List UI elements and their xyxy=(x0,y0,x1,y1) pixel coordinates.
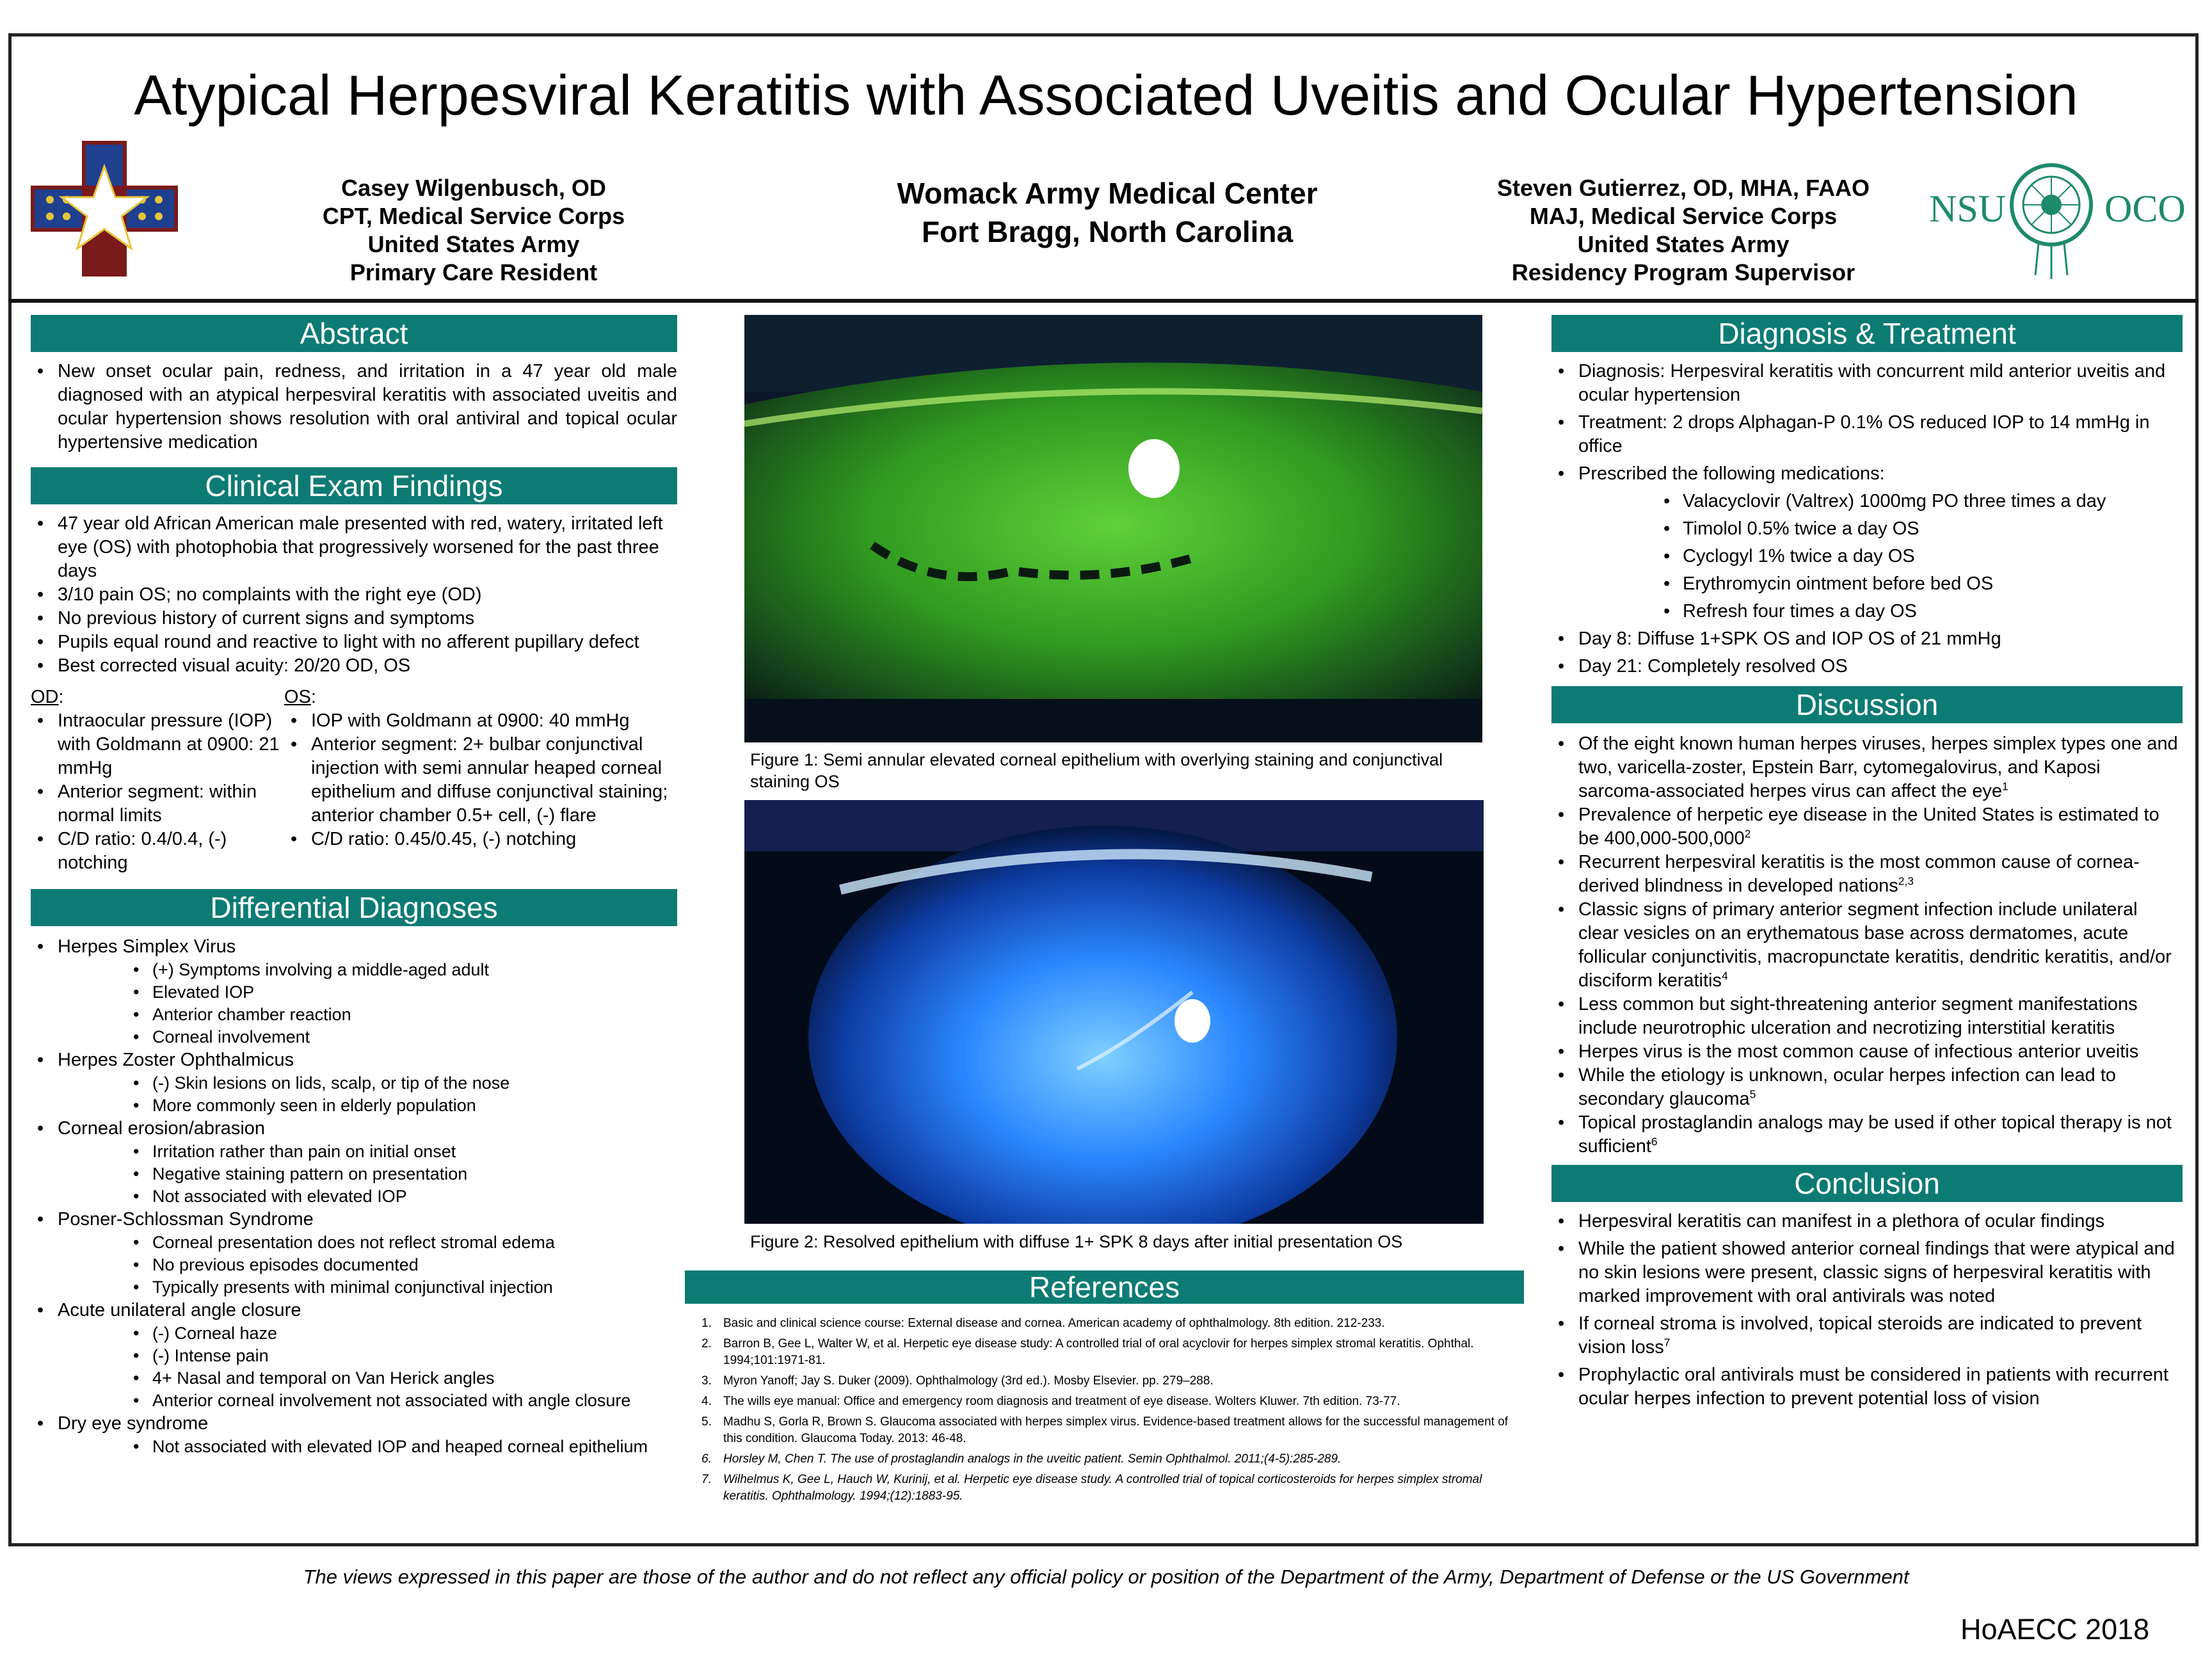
right-column xyxy=(1551,315,2183,1411)
list-item: • (+) Symptoms involving a middle-aged adult xyxy=(127,959,677,981)
clinical-heading: Clinical Exam Findings xyxy=(31,467,677,504)
list-item: • While the patient showed anterior corneal findings that were atypical and no skin lesions were present, classic signs of herpesviral keratitis with marked improvement with oral antivirals was noted xyxy=(1551,1237,2183,1308)
abstract-heading: Abstract xyxy=(31,315,677,352)
differential-heading: Differential Diagnoses xyxy=(31,889,677,926)
reference-item: 1. Basic and clinical science course: External disease and cornea. American academy of ophthalmology. 8th edition. 212-233. xyxy=(701,1317,1385,1330)
list-item: • Herpes virus is the most common cause of infectious anterior uveitis xyxy=(1551,1040,2183,1064)
list-item: • Of the eight known human herpes viruses, herpes simplex types one and two, varicella-zoster, Epstein Barr, cytomegalovirus, and Kaposi sarcoma-associated herpes virus can affect the eye$^1$ xyxy=(1551,732,2183,803)
list-item: • New onset ocular pain, redness, and irritation in a 47 year old male diagnosed with an atypical herpesviral keratitis with associated uveitis and ocular hypertension shows resolution with oral antiviral and topical ocular hypertensive medication xyxy=(31,360,677,454)
list-item: • 47 year old African American male presented with red, watery, irritated left eye (OS) with photophobia that progressively worsened for the past three days xyxy=(31,512,677,583)
list-item: • C/D ratio: 0.4/0.4, (-) notching xyxy=(31,828,280,875)
diagnosis-list xyxy=(1551,360,2183,486)
reference-item: 2. Barron B, Gee L, Walter W, et al. Herpetic eye disease study: A controlled trial of oral acyclovir for herpes simplex stromal keratitis. Ophthal. 1994;101:1971-81. xyxy=(701,1337,1474,1367)
list-item: • Typically presents with minimal conjunctival injection xyxy=(127,1276,677,1299)
figure-1-caption: Figure 1: Semi annular elevated corneal epithelium with overlying staining and conjunctival staining OS xyxy=(750,750,1443,791)
figure-1-photo xyxy=(744,315,1482,742)
list-item: • Recurrent herpesviral keratitis is the most common cause of cornea-derived blindness in developed nations$^{2,3}$ xyxy=(1551,851,2183,898)
abstract-list xyxy=(31,360,677,454)
list-item: • No previous history of current signs and symptoms xyxy=(31,607,677,630)
list-item: • Prevalence of herpetic eye disease in the United States is estimated to be 400,000-500,000$^2$ xyxy=(1551,803,2183,851)
disclaimer: The views expressed in this paper are those of the author and do not reflect any official policy or position of the Department of the Army, Department of Defense or the US Government xyxy=(303,1566,1909,1588)
list-item: • C/D ratio: 0.45/0.45, (-) notching xyxy=(284,828,668,851)
list-item: • Day 21: Completely resolved OS xyxy=(1551,655,2183,678)
list-item: • Anterior corneal involvement not associated with angle closure xyxy=(127,1390,677,1412)
os-column: OS: • IOP with Goldmann at 0900: 40 mmHg • Anterior segment: 2+ bulbar conjunctival injection with semi annular heaped corneal epithelium and diffuse conjunctival staining; anterior chamber 0.5+ cell, (-) flare • C/D ratio: 0.45/0.45, (-) notching xyxy=(284,685,668,851)
diff-group: • Posner-Schlossman Syndrome xyxy=(31,1208,677,1231)
list-item: • Topical prostaglandin analogs may be used if other topical therapy is not sufficient$^6$ xyxy=(1551,1111,2183,1158)
od-os-block xyxy=(31,685,677,878)
poster-title: Atypical Herpesviral Keratitis with Associated Uveitis and Ocular Hypertension xyxy=(134,63,2078,127)
list-item: • Corneal involvement xyxy=(127,1026,677,1048)
list-item: • 3/10 pain OS; no complaints with the right eye (OD) xyxy=(31,583,677,607)
dreamcatcher-icon xyxy=(2003,147,2099,282)
reference-item: 5. Madhu S, Gorla R, Brown S. Glaucoma associated with herpes simplex virus. Evidence-based treatment allows for the successful management of this condition. Glaucoma Today. 2013: 46-48. xyxy=(701,1415,1509,1445)
list-item: • No previous episodes documented xyxy=(127,1254,677,1276)
references-list xyxy=(698,1315,1511,1505)
list-item: • Negative staining pattern on presentation xyxy=(127,1163,677,1185)
list-item: • Pupils equal round and reactive to light with no afferent pupillary defect xyxy=(31,630,677,654)
discussion-heading: Discussion xyxy=(1551,686,2183,723)
list-item: • Best corrected visual acuity: 20/20 OD, OS xyxy=(31,654,677,678)
army-medical-logo xyxy=(31,141,178,276)
list-item: • Prophylactic oral antivirals must be considered in patients with recurrent ocular herpes infection to prevent potential loss of vision xyxy=(1551,1363,2183,1411)
reference-item: 4. The wills eye manual: Office and emergency room diagnosis and treatment of eye disease. Wolters Kluwer. 7th edition. 73-77. xyxy=(701,1395,1400,1408)
os-label: OS xyxy=(284,687,311,707)
reference-item: 7. Wilhelmus K, Gee L, Hauch W, Kurinij, et al. Herpetic eye disease study. A controlled trial of topical corticosteroids for herpes simplex stromal keratitis. Ophthalmology. 1994;(12):1883-95. xyxy=(701,1473,1482,1503)
list-item: • Anterior segment: 2+ bulbar conjunctival injection with semi annular heaped corneal epithelium and diffuse conjunctival staining; anterior chamber 0.5+ cell, (-) flare xyxy=(284,733,668,828)
list-item: • Anterior segment: within normal limits xyxy=(31,780,280,828)
list-item: • Treatment: 2 drops Alphagan-P 0.1% OS reduced IOP to 14 mmHg in office xyxy=(1551,411,2183,458)
list-item: • Anterior chamber reaction xyxy=(127,1004,677,1026)
list-item: • Not associated with elevated IOP and heaped corneal epithelium xyxy=(127,1436,677,1458)
author-right: Steven Gutierrez, OD, MHA, FAAO MAJ, Medical Service Corps United States Army Residency Program Supervisor xyxy=(1496,175,1870,285)
diff-group: • Herpes Zoster Ophthalmicus xyxy=(31,1048,677,1072)
clinical-list xyxy=(31,512,677,678)
od-column: OD: • Intraocular pressure (IOP) with Goldmann at 0900: 21 mmHg • Anterior segment: within normal limits • C/D ratio: 0.4/0.4, (-) notching xyxy=(31,685,280,875)
nsu-oco-logo: NSU OCO xyxy=(1927,147,2179,282)
differential-list xyxy=(31,935,677,1458)
reference-item: 6. Horsley M, Chen T. The use of prostaglandin analogs in the uveitic patient. Semin Ophthalmol. 2011;(4-5):285-289. xyxy=(701,1452,1342,1466)
left-column xyxy=(31,315,677,1458)
conclusion-heading: Conclusion xyxy=(1551,1165,2183,1202)
list-item: • (-) Corneal haze xyxy=(127,1322,677,1345)
list-item: • Diagnosis: Herpesviral keratitis with concurrent mild anterior uveitis and ocular hypertension xyxy=(1551,360,2183,407)
discussion-list xyxy=(1551,732,2183,1158)
list-item: • If corneal stroma is involved, topical steroids are indicated to prevent vision loss$^7$ xyxy=(1551,1312,2183,1359)
list-item: • Less common but sight-threatening anterior segment manifestations include neurotrophic ulceration and necrotizing interstitial keratitis xyxy=(1551,993,2183,1040)
list-item: • 4+ Nasal and temporal on Van Herick angles xyxy=(127,1367,677,1390)
list-item: • Irritation rather than pain on initial onset xyxy=(127,1141,677,1163)
list-item: • Herpesviral keratitis can manifest in a plethora of ocular findings xyxy=(1551,1210,2183,1233)
author-left: Casey Wilgenbusch, OD CPT, Medical Service Corps United States Army Primary Care Resident xyxy=(322,175,625,285)
references-section xyxy=(685,1270,1524,1509)
diagnosis-followup xyxy=(1551,627,2183,678)
list-item: • Not associated with elevated IOP xyxy=(127,1185,677,1208)
references-heading: References xyxy=(685,1270,1524,1304)
list-item: • Prescribed the following medications: xyxy=(1551,462,2183,486)
diff-group: • Herpes Simplex Virus xyxy=(31,935,677,959)
list-item: • Classic signs of primary anterior segment infection include unilateral clear vesicles on an erythematous base across dermatomes, acute follicular conjunctivitis, macropunctate keratitis, dendritic keratitis, and/or disciform keratitis$^4$ xyxy=(1551,898,2183,993)
od-label: OD xyxy=(31,687,59,707)
diagnosis-heading: Diagnosis & Treatment xyxy=(1551,315,2183,352)
list-item: • (-) Skin lesions on lids, scalp, or tip of the nose xyxy=(127,1072,677,1094)
list-item: • IOP with Goldmann at 0900: 40 mmHg xyxy=(284,709,668,733)
institution: Womack Army Medical Center Fort Bragg, North Carolina xyxy=(897,177,1318,248)
list-item: • Intraocular pressure (IOP) with Goldmann at 0900: 21 mmHg xyxy=(31,709,280,780)
diff-group: • Dry eye syndrome xyxy=(31,1412,677,1436)
reference-item: 3. Myron Yanoff; Jay S. Duker (2009). Ophthalmology (3rd ed.). Mosby Elsevier. pp. 279–288. xyxy=(701,1374,1214,1388)
list-item: • Valacyclovir (Valtrex) 1000mg PO three times a day xyxy=(1657,490,2183,513)
list-item: • (-) Intense pain xyxy=(127,1345,677,1367)
header-rule xyxy=(8,299,2199,303)
medication-list xyxy=(1657,490,2183,623)
list-item: • Timolol 0.5% twice a day OS xyxy=(1657,517,2183,541)
conclusion-list xyxy=(1551,1210,2183,1411)
figure-2-photo xyxy=(744,800,1484,1224)
list-item: • More commonly seen in elderly population xyxy=(127,1094,677,1117)
diff-group: • Corneal erosion/abrasion xyxy=(31,1117,677,1141)
footer-tag: HoAECC 2018 xyxy=(1960,1613,2150,1646)
list-item: • Cyclogyl 1% twice a day OS xyxy=(1657,545,2183,568)
list-item: • While the etiology is unknown, ocular herpes infection can lead to secondary glaucoma$^5$ xyxy=(1551,1064,2183,1111)
diff-group: • Acute unilateral angle closure xyxy=(31,1299,677,1322)
list-item: • Erythromycin ointment before bed OS xyxy=(1657,572,2183,596)
figure-2-caption: Figure 2: Resolved epithelium with diffuse 1+ SPK 8 days after initial presentation OS xyxy=(750,1232,1403,1251)
list-item: • Elevated IOP xyxy=(127,981,677,1004)
list-item: • Refresh four times a day OS xyxy=(1657,600,2183,623)
list-item: • Corneal presentation does not reflect stromal edema xyxy=(127,1231,677,1254)
list-item: • Day 8: Diffuse 1+SPK OS and IOP OS of 21 mmHg xyxy=(1551,627,2183,651)
